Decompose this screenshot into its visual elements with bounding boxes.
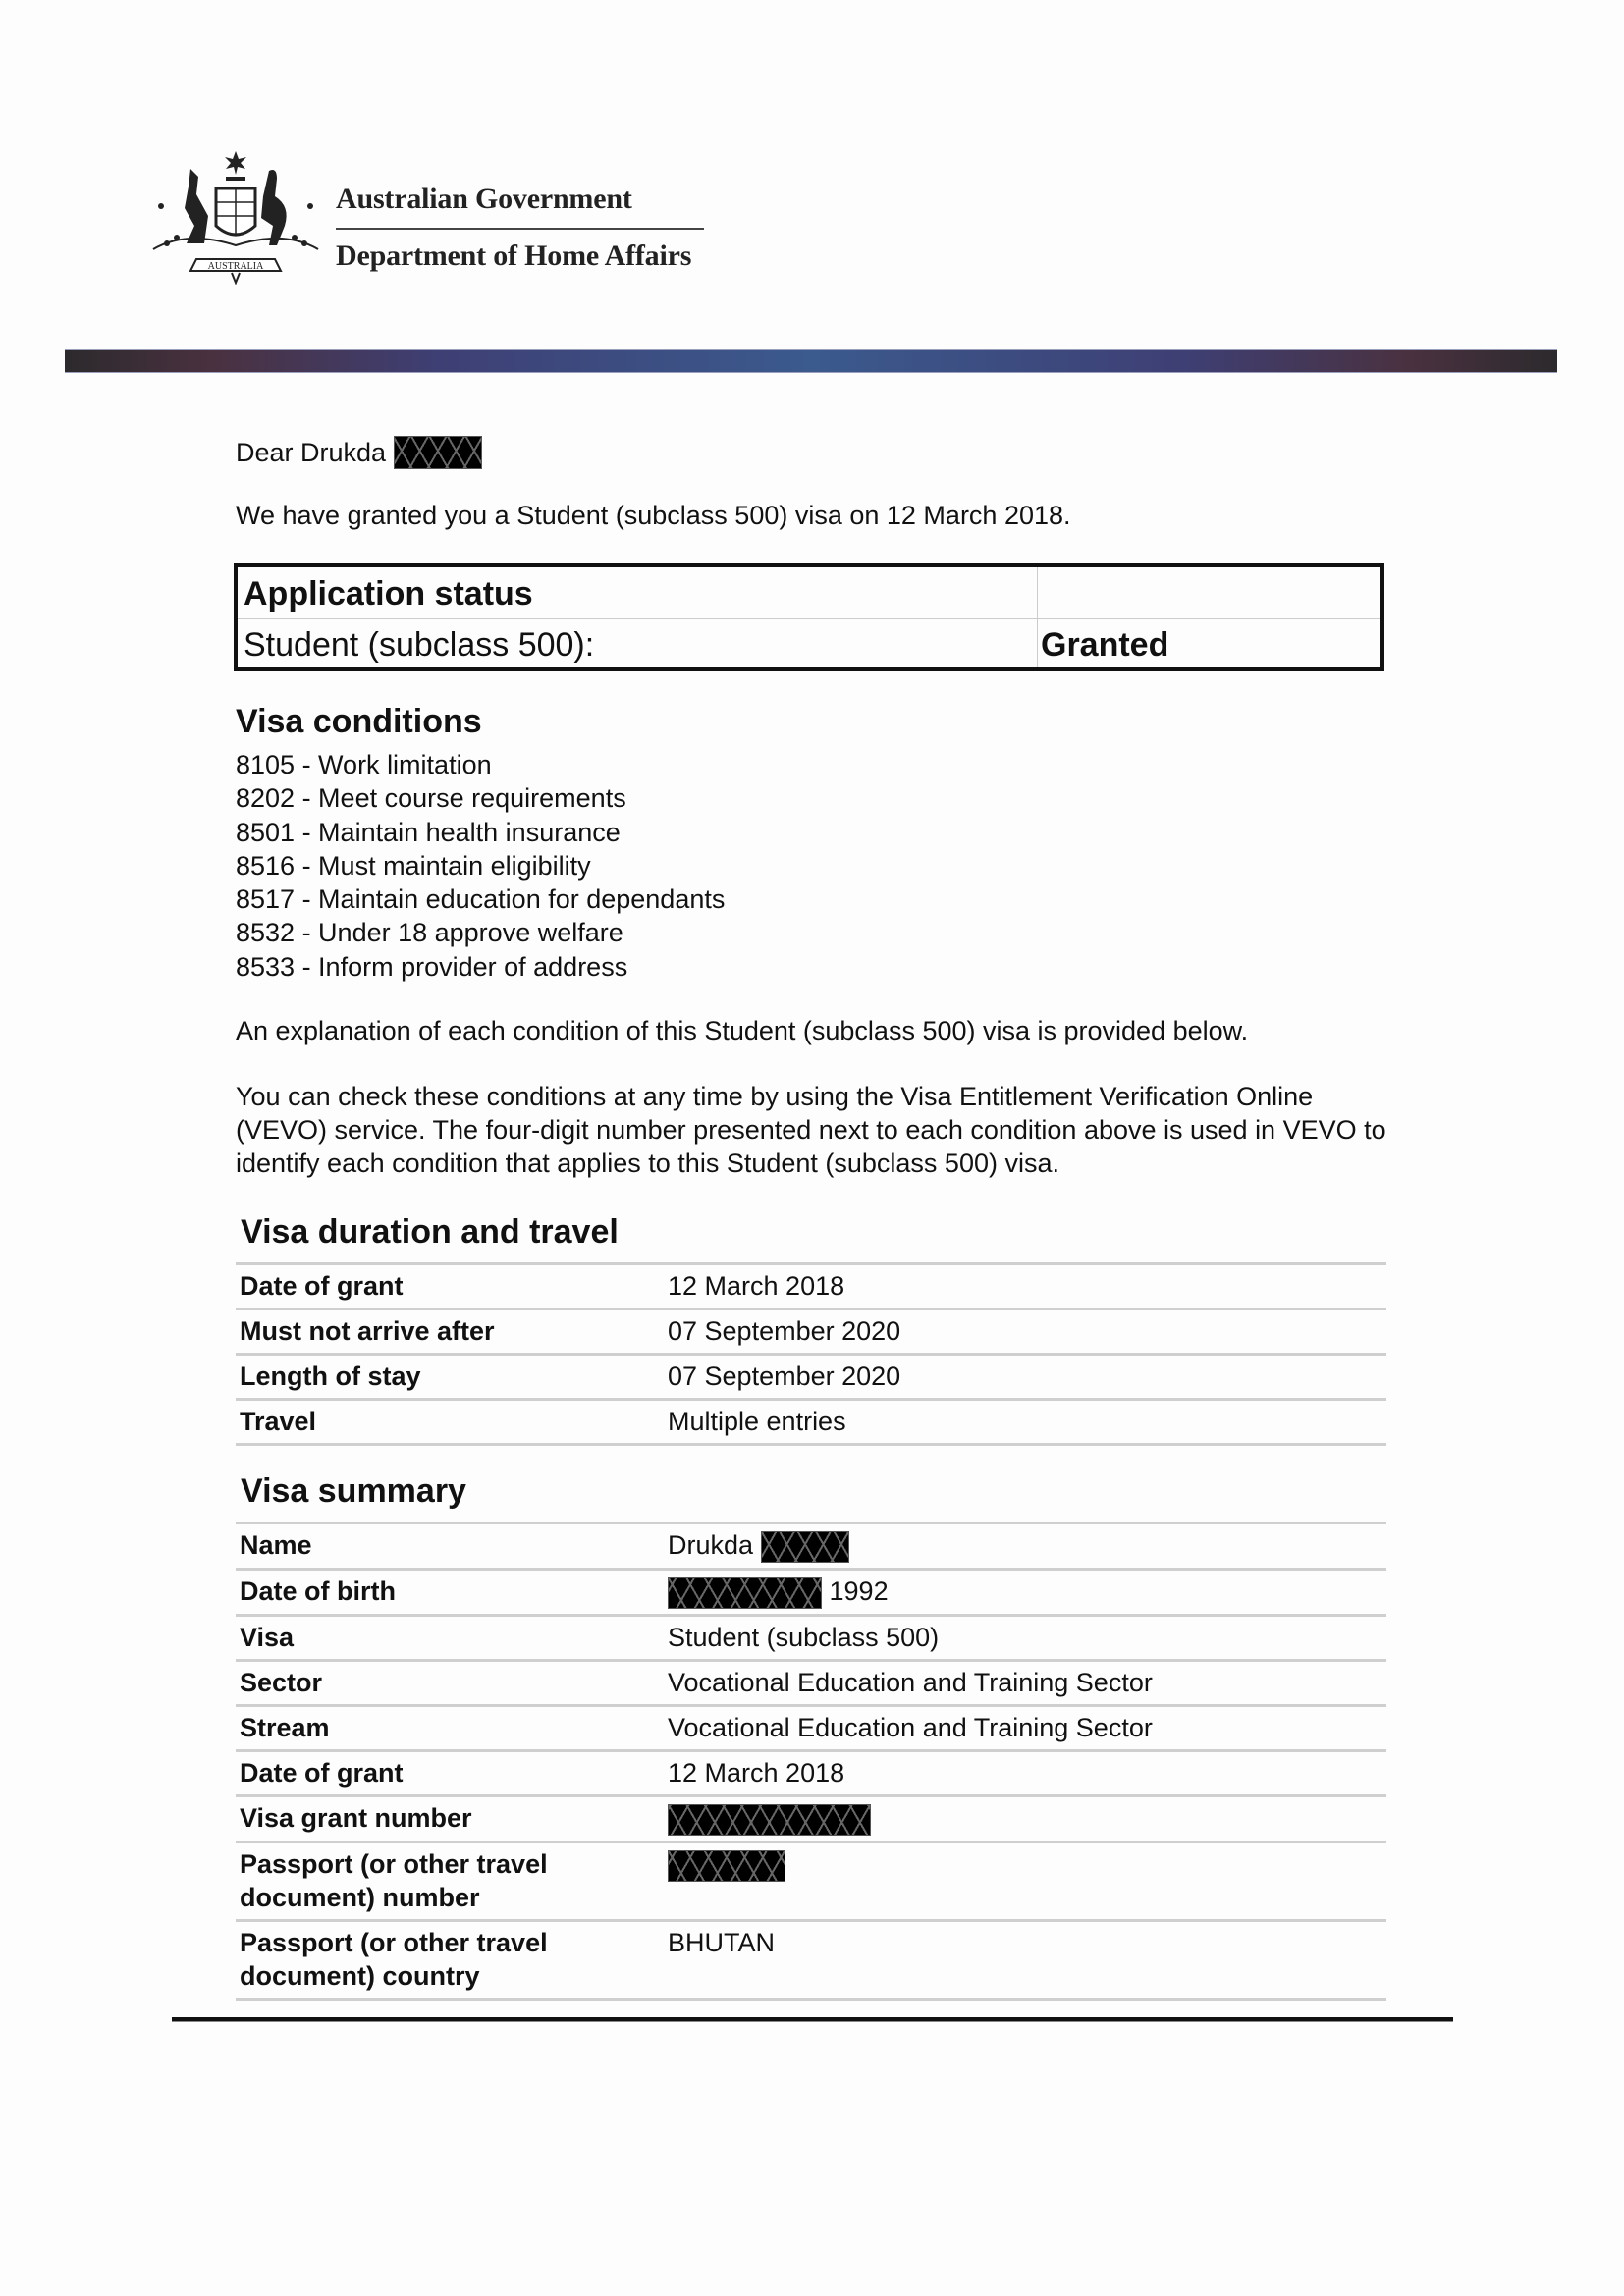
row-value: Vocational Education and Training Sector bbox=[664, 1660, 1386, 1705]
redacted-surname bbox=[394, 436, 482, 469]
coat-of-arms-icon bbox=[147, 147, 324, 285]
visa-duration-table bbox=[236, 1262, 1386, 1446]
condition-item: 8501 - Maintain health insurance bbox=[236, 817, 621, 847]
row-value bbox=[664, 1795, 1386, 1842]
row-value: BHUTAN bbox=[664, 1920, 1386, 1999]
row-label: Travel bbox=[236, 1400, 664, 1445]
table-row bbox=[236, 1705, 1386, 1750]
row-value: Drukda bbox=[664, 1523, 1386, 1570]
condition-item: 8105 - Work limitation bbox=[236, 750, 492, 779]
table-row bbox=[236, 1523, 1386, 1570]
redacted-surname bbox=[761, 1531, 849, 1563]
government-name: Australian Government bbox=[336, 183, 632, 215]
visa-summary-title: Visa summary bbox=[241, 1472, 466, 1510]
row-value: 07 September 2020 bbox=[664, 1309, 1386, 1355]
row-value: Vocational Education and Training Sector bbox=[664, 1705, 1386, 1750]
condition-item: 8517 - Maintain education for dependants bbox=[236, 884, 726, 915]
letterhead-divider bbox=[336, 228, 704, 230]
table-row bbox=[236, 1309, 1386, 1355]
row-label: Passport (or other travel document) number bbox=[236, 1842, 664, 1920]
table-row bbox=[236, 1750, 1386, 1795]
row-value: 12 March 2018 bbox=[664, 1264, 1386, 1309]
visa-summary-table bbox=[236, 1522, 1386, 2001]
table-row bbox=[236, 1660, 1386, 1705]
redacted-grant-number bbox=[668, 1804, 871, 1836]
conditions-explanation: An explanation of each condition of this Student (subclass 500) visa is provided below. bbox=[236, 1016, 1249, 1045]
table-row bbox=[236, 1615, 1386, 1660]
header-band bbox=[65, 349, 1557, 373]
table-row bbox=[236, 1355, 1386, 1400]
grant-intro: We have granted you a Student (subclass 500) visa on 12 March 2018. bbox=[236, 501, 1071, 530]
application-status-label: Student (subclass 500): bbox=[244, 626, 595, 664]
row-value: Multiple entries bbox=[664, 1400, 1386, 1445]
row-label: Passport (or other travel document) country bbox=[236, 1920, 664, 1999]
condition-item: 8516 - Must maintain eligibility bbox=[236, 850, 591, 881]
vevo-note: You can check these conditions at any time by using the Visa Entitlement Verification Online (VEVO) service. The four-digit number presented next to each condition above is used in VEVO to identify each condition that applies to this Student (subclass 500) visa. bbox=[236, 1082, 1386, 1178]
application-status-title: Application status bbox=[244, 575, 533, 613]
visa-conditions-title: Visa conditions bbox=[236, 703, 482, 740]
condition-item: 8533 - Inform provider of address bbox=[236, 951, 628, 982]
row-value: 1992 bbox=[664, 1569, 1386, 1615]
row-label: Must not arrive after bbox=[236, 1309, 664, 1355]
table-row bbox=[236, 1795, 1386, 1842]
application-status-value: Granted bbox=[1041, 626, 1169, 664]
redacted-passport-number bbox=[668, 1850, 785, 1882]
redacted-birth-date bbox=[668, 1577, 822, 1609]
greeting-text: Dear Drukda bbox=[236, 437, 387, 467]
condition-item: 8532 - Under 18 approve welfare bbox=[236, 918, 623, 948]
application-status-box bbox=[234, 563, 1384, 671]
row-label: Date of grant bbox=[236, 1264, 664, 1309]
svg-text:AUSTRALIA: AUSTRALIA bbox=[207, 261, 264, 272]
greeting bbox=[236, 436, 482, 469]
footer-divider bbox=[172, 2017, 1453, 2022]
row-label: Visa grant number bbox=[236, 1795, 664, 1842]
table-row bbox=[236, 1569, 1386, 1615]
table-row bbox=[236, 1920, 1386, 1999]
table-row bbox=[236, 1842, 1386, 1920]
visa-duration-title: Visa duration and travel bbox=[241, 1213, 619, 1251]
row-value bbox=[664, 1842, 1386, 1920]
row-label: Name bbox=[236, 1523, 664, 1570]
row-label: Date of birth bbox=[236, 1569, 664, 1615]
condition-item: 8202 - Meet course requirements bbox=[236, 783, 626, 814]
letterhead bbox=[147, 147, 736, 285]
row-label: Date of grant bbox=[236, 1750, 664, 1795]
row-value: Student (subclass 500) bbox=[664, 1615, 1386, 1660]
department-name: Department of Home Affairs bbox=[336, 240, 692, 272]
table-row bbox=[236, 1264, 1386, 1309]
table-row bbox=[236, 1400, 1386, 1445]
row-label: Length of stay bbox=[236, 1355, 664, 1400]
row-label: Visa bbox=[236, 1615, 664, 1660]
row-label: Sector bbox=[236, 1660, 664, 1705]
visa-conditions-list bbox=[236, 748, 725, 984]
row-value: 07 September 2020 bbox=[664, 1355, 1386, 1400]
row-label: Stream bbox=[236, 1705, 664, 1750]
row-value: 12 March 2018 bbox=[664, 1750, 1386, 1795]
